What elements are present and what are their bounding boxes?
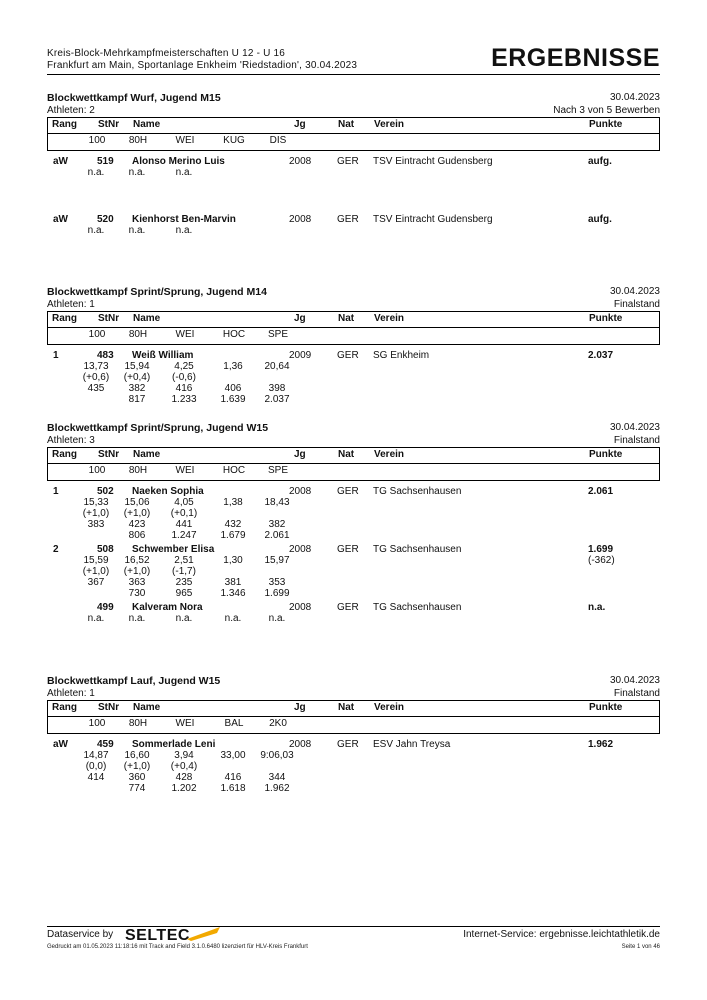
discipline-header: HOC xyxy=(222,465,246,476)
performance-value: (+0,4) xyxy=(123,372,151,383)
discipline-header: 80H xyxy=(128,135,148,146)
nation: GER xyxy=(337,602,359,613)
discipline-header: KUG xyxy=(223,135,245,146)
discipline-header: WEI xyxy=(175,718,195,729)
performance-value: (+1,0) xyxy=(123,508,151,519)
col-stnr: StNr xyxy=(98,313,120,324)
rank: 1 xyxy=(53,350,59,361)
performance-value: 15,94 xyxy=(124,361,150,372)
performance-value: 4,05 xyxy=(174,497,194,508)
section-status: Finalstand xyxy=(613,435,660,446)
points: aufg. xyxy=(588,214,612,225)
col-jg: Jg xyxy=(294,449,306,460)
performance-value: n.a. xyxy=(128,225,146,236)
nation: GER xyxy=(337,350,359,361)
performance-value: 2.061 xyxy=(264,530,290,541)
start-number: 483 xyxy=(97,350,114,361)
col-nat: Nat xyxy=(338,119,355,130)
result-row xyxy=(47,544,660,598)
col-name: Name xyxy=(133,313,161,324)
athlete-name: Kienhorst Ben-Marvin xyxy=(132,214,236,225)
performance-value: 363 xyxy=(128,577,146,588)
performance-value: (+0,6) xyxy=(82,372,110,383)
performance-value: n.a. xyxy=(175,167,193,178)
event-title: Kreis-Block-Mehrkampfmeisterschaften U 12 - U 16 xyxy=(47,48,286,59)
col-punkte: Punkte xyxy=(589,702,623,713)
club: TSV Eintracht Gudensberg xyxy=(373,156,493,167)
table-header xyxy=(47,117,660,151)
section-date: 30.04.2023 xyxy=(609,675,660,686)
points: 2.061 xyxy=(588,486,614,497)
result-row xyxy=(47,156,660,210)
performance-value: (+0,1) xyxy=(170,508,198,519)
performance-value: 1.247 xyxy=(171,530,197,541)
discipline-header: 100 xyxy=(88,329,106,340)
nation: GER xyxy=(337,739,359,750)
print-info: Gedruckt am 01.05.2023 11:18:16 mit Track and Field 3.1.0.6480 lizenziert für HLV-Kreis Frankfurt xyxy=(47,944,308,950)
performance-value: 1.639 xyxy=(220,394,246,405)
start-number: 499 xyxy=(97,602,114,613)
table-header xyxy=(47,700,660,734)
performance-value: 14,87 xyxy=(83,750,109,761)
svg-text:SELTEC: SELTEC xyxy=(125,927,190,943)
section-status: Finalstand xyxy=(613,299,660,310)
performance-value: 33,00 xyxy=(220,750,246,761)
performance-value: 774 xyxy=(128,783,146,794)
athlete-count: Athleten: 2 xyxy=(47,105,95,116)
header-divider-line xyxy=(48,133,659,134)
nation: GER xyxy=(337,486,359,497)
col-jg: Jg xyxy=(294,313,306,324)
section-title: Blockwettkampf Sprint/Sprung, Jugend W15 xyxy=(47,422,269,434)
points: 1.962 xyxy=(588,739,614,750)
section-title: Blockwettkampf Lauf, Jugend W15 xyxy=(47,675,221,687)
performance-value: 817 xyxy=(128,394,146,405)
header-divider-line xyxy=(48,327,659,328)
col-verein: Verein xyxy=(374,702,405,713)
athlete-name: Schwember Elisa xyxy=(132,544,215,555)
performance-value: n.a. xyxy=(128,613,146,624)
performance-value: 235 xyxy=(175,577,193,588)
header-divider xyxy=(47,74,660,75)
discipline-header: 80H xyxy=(128,718,148,729)
performance-value: 1,30 xyxy=(223,555,243,566)
performance-value: 730 xyxy=(128,588,146,599)
performance-value: 441 xyxy=(175,519,193,530)
performance-value: (0,0) xyxy=(85,761,107,772)
performance-value: (+1,0) xyxy=(82,508,110,519)
start-number: 519 xyxy=(97,156,114,167)
col-rang: Rang xyxy=(52,702,77,713)
performance-value: 406 xyxy=(224,383,242,394)
performance-value: n.a. xyxy=(175,613,193,624)
col-stnr: StNr xyxy=(98,449,120,460)
points-difference: (-362) xyxy=(588,555,615,566)
rank: aW xyxy=(53,739,68,750)
performance-value: 367 xyxy=(87,577,105,588)
col-name: Name xyxy=(133,119,161,130)
discipline-header: 100 xyxy=(88,718,106,729)
start-number: 508 xyxy=(97,544,114,555)
section-date: 30.04.2023 xyxy=(609,286,660,297)
performance-value: 1.202 xyxy=(171,783,197,794)
result-row xyxy=(47,739,660,793)
club: TG Sachsenhausen xyxy=(373,544,462,555)
section-title: Blockwettkampf Wurf, Jugend M15 xyxy=(47,92,221,104)
performance-value: 16,60 xyxy=(124,750,150,761)
col-name: Name xyxy=(133,449,161,460)
discipline-header: 80H xyxy=(128,329,148,340)
event-venue: Frankfurt am Main, Sportanlage Enkheim 'Riedstadion', 30.04.2023 xyxy=(47,60,358,71)
performance-value: 1,38 xyxy=(223,497,243,508)
performance-value: 15,06 xyxy=(124,497,150,508)
performance-value: n.a. xyxy=(87,167,105,178)
performance-value: n.a. xyxy=(87,613,105,624)
performance-value: 18,43 xyxy=(264,497,290,508)
start-number: 502 xyxy=(97,486,114,497)
col-nat: Nat xyxy=(338,313,355,324)
birth-year: 2008 xyxy=(289,214,312,225)
performance-value: (+1,0) xyxy=(82,566,110,577)
birth-year: 2008 xyxy=(289,486,312,497)
performance-value: n.a. xyxy=(224,613,242,624)
club: ESV Jahn Treysa xyxy=(373,739,451,750)
club: TG Sachsenhausen xyxy=(373,486,462,497)
birth-year: 2008 xyxy=(289,602,312,613)
seltec-logo-icon xyxy=(125,925,220,943)
club: TSV Eintracht Gudensberg xyxy=(373,214,493,225)
performance-value: 4,25 xyxy=(174,361,194,372)
performance-value: 382 xyxy=(268,519,286,530)
discipline-header: BAL xyxy=(224,718,244,729)
discipline-header: HOC xyxy=(222,329,246,340)
performance-value: 416 xyxy=(175,383,193,394)
nation: GER xyxy=(337,544,359,555)
nation: GER xyxy=(337,214,359,225)
section-status: Nach 3 von 5 Bewerben xyxy=(553,105,660,116)
performance-value: 2.037 xyxy=(264,394,290,405)
table-header xyxy=(47,447,660,481)
performance-value: 16,52 xyxy=(124,555,150,566)
performance-value: 2,51 xyxy=(174,555,194,566)
points: n.a. xyxy=(588,602,606,613)
birth-year: 2008 xyxy=(289,156,312,167)
rank: aW xyxy=(53,214,68,225)
table-header xyxy=(47,311,660,345)
rank: aW xyxy=(53,156,68,167)
result-row xyxy=(47,486,660,540)
performance-value: 360 xyxy=(128,772,146,783)
athlete-name: Alonso Merino Luis xyxy=(132,156,225,167)
results-section xyxy=(47,92,660,292)
dataservice-label: Dataservice by xyxy=(47,929,114,940)
rank: 1 xyxy=(53,486,59,497)
section-title: Blockwettkampf Sprint/Sprung, Jugend M14 xyxy=(47,286,267,298)
performance-value: (+0,4) xyxy=(170,761,198,772)
points: 2.037 xyxy=(588,350,614,361)
discipline-header: WEI xyxy=(175,135,195,146)
performance-value: (+1,0) xyxy=(123,566,151,577)
performance-value: (-1,7) xyxy=(172,566,196,577)
discipline-header: 100 xyxy=(88,465,106,476)
discipline-header: 100 xyxy=(88,135,106,146)
club: SG Enkheim xyxy=(373,350,430,361)
results-section xyxy=(47,422,660,622)
performance-value: 1.346 xyxy=(220,588,246,599)
performance-value: n.a. xyxy=(175,225,193,236)
col-rang: Rang xyxy=(52,449,77,460)
athlete-name: Sommerlade Leni xyxy=(132,739,216,750)
athlete-name: Kalveram Nora xyxy=(132,602,203,613)
performance-value: 432 xyxy=(224,519,242,530)
col-stnr: StNr xyxy=(98,702,120,713)
performance-value: 13,73 xyxy=(83,361,109,372)
internet-service: Internet-Service: ergebnisse.leichtathletik.de xyxy=(463,929,660,940)
performance-value: 965 xyxy=(175,588,193,599)
birth-year: 2008 xyxy=(289,544,312,555)
col-punkte: Punkte xyxy=(589,449,623,460)
performance-value: 1.962 xyxy=(264,783,290,794)
header-divider-line xyxy=(48,463,659,464)
athlete-name: Naeken Sophia xyxy=(132,486,204,497)
performance-value: 20,64 xyxy=(264,361,290,372)
performance-value: 9:06,03 xyxy=(260,750,294,761)
performance-value: 15,97 xyxy=(264,555,290,566)
section-status: Finalstand xyxy=(613,688,660,699)
col-punkte: Punkte xyxy=(589,313,623,324)
birth-year: 2008 xyxy=(289,739,312,750)
performance-value: (+1,0) xyxy=(123,761,151,772)
col-rang: Rang xyxy=(52,119,77,130)
performance-value: 416 xyxy=(224,772,242,783)
athlete-name: Weiß William xyxy=(132,350,194,361)
start-number: 459 xyxy=(97,739,114,750)
athlete-count: Athleten: 1 xyxy=(47,299,95,310)
performance-value: 428 xyxy=(175,772,193,783)
athlete-count: Athleten: 1 xyxy=(47,688,95,699)
performance-value: 398 xyxy=(268,383,286,394)
header-divider-line xyxy=(48,716,659,717)
performance-value: 344 xyxy=(268,772,286,783)
section-date: 30.04.2023 xyxy=(609,92,660,103)
performance-value: 381 xyxy=(224,577,242,588)
performance-value: 414 xyxy=(87,772,105,783)
performance-value: 383 xyxy=(87,519,105,530)
result-row xyxy=(47,602,660,656)
performance-value: 1.233 xyxy=(171,394,197,405)
discipline-header: DIS xyxy=(269,135,287,146)
results-heading: ERGEBNISSE xyxy=(491,44,660,72)
results-section xyxy=(47,675,660,875)
performance-value: 3,94 xyxy=(174,750,194,761)
birth-year: 2009 xyxy=(289,350,312,361)
performance-value: 382 xyxy=(128,383,146,394)
discipline-header: 80H xyxy=(128,465,148,476)
col-verein: Verein xyxy=(374,313,405,324)
col-stnr: StNr xyxy=(98,119,120,130)
performance-value: 1,36 xyxy=(223,361,243,372)
col-rang: Rang xyxy=(52,313,77,324)
result-row xyxy=(47,214,660,268)
performance-value: 435 xyxy=(87,383,105,394)
performance-value: n.a. xyxy=(87,225,105,236)
col-verein: Verein xyxy=(374,449,405,460)
club: TG Sachsenhausen xyxy=(373,602,462,613)
section-date: 30.04.2023 xyxy=(609,422,660,433)
performance-value: 353 xyxy=(268,577,286,588)
nation: GER xyxy=(337,156,359,167)
rank: 2 xyxy=(53,544,59,555)
discipline-header: SPE xyxy=(267,329,288,340)
performance-value: 1.618 xyxy=(220,783,246,794)
performance-value: 1.699 xyxy=(264,588,290,599)
performance-value: 15,59 xyxy=(83,555,109,566)
performance-value: 423 xyxy=(128,519,146,530)
col-punkte: Punkte xyxy=(589,119,623,130)
col-nat: Nat xyxy=(338,449,355,460)
col-jg: Jg xyxy=(294,119,306,130)
points: 1.699 xyxy=(588,544,614,555)
performance-value: n.a. xyxy=(268,613,286,624)
discipline-header: WEI xyxy=(175,329,195,340)
discipline-header: WEI xyxy=(175,465,195,476)
col-jg: Jg xyxy=(294,702,306,713)
result-row xyxy=(47,350,660,404)
performance-value: 1.679 xyxy=(220,530,246,541)
performance-value: 15,33 xyxy=(83,497,109,508)
performance-value: n.a. xyxy=(128,167,146,178)
performance-value: (-0,6) xyxy=(172,372,196,383)
athlete-count: Athleten: 3 xyxy=(47,435,95,446)
col-verein: Verein xyxy=(374,119,405,130)
page-number: Seite 1 von 46 xyxy=(621,944,660,950)
performance-value: 806 xyxy=(128,530,146,541)
col-name: Name xyxy=(133,702,161,713)
start-number: 520 xyxy=(97,214,114,225)
discipline-header: SPE xyxy=(267,465,288,476)
discipline-header: 2K0 xyxy=(269,718,287,729)
col-nat: Nat xyxy=(338,702,355,713)
points: aufg. xyxy=(588,156,612,167)
